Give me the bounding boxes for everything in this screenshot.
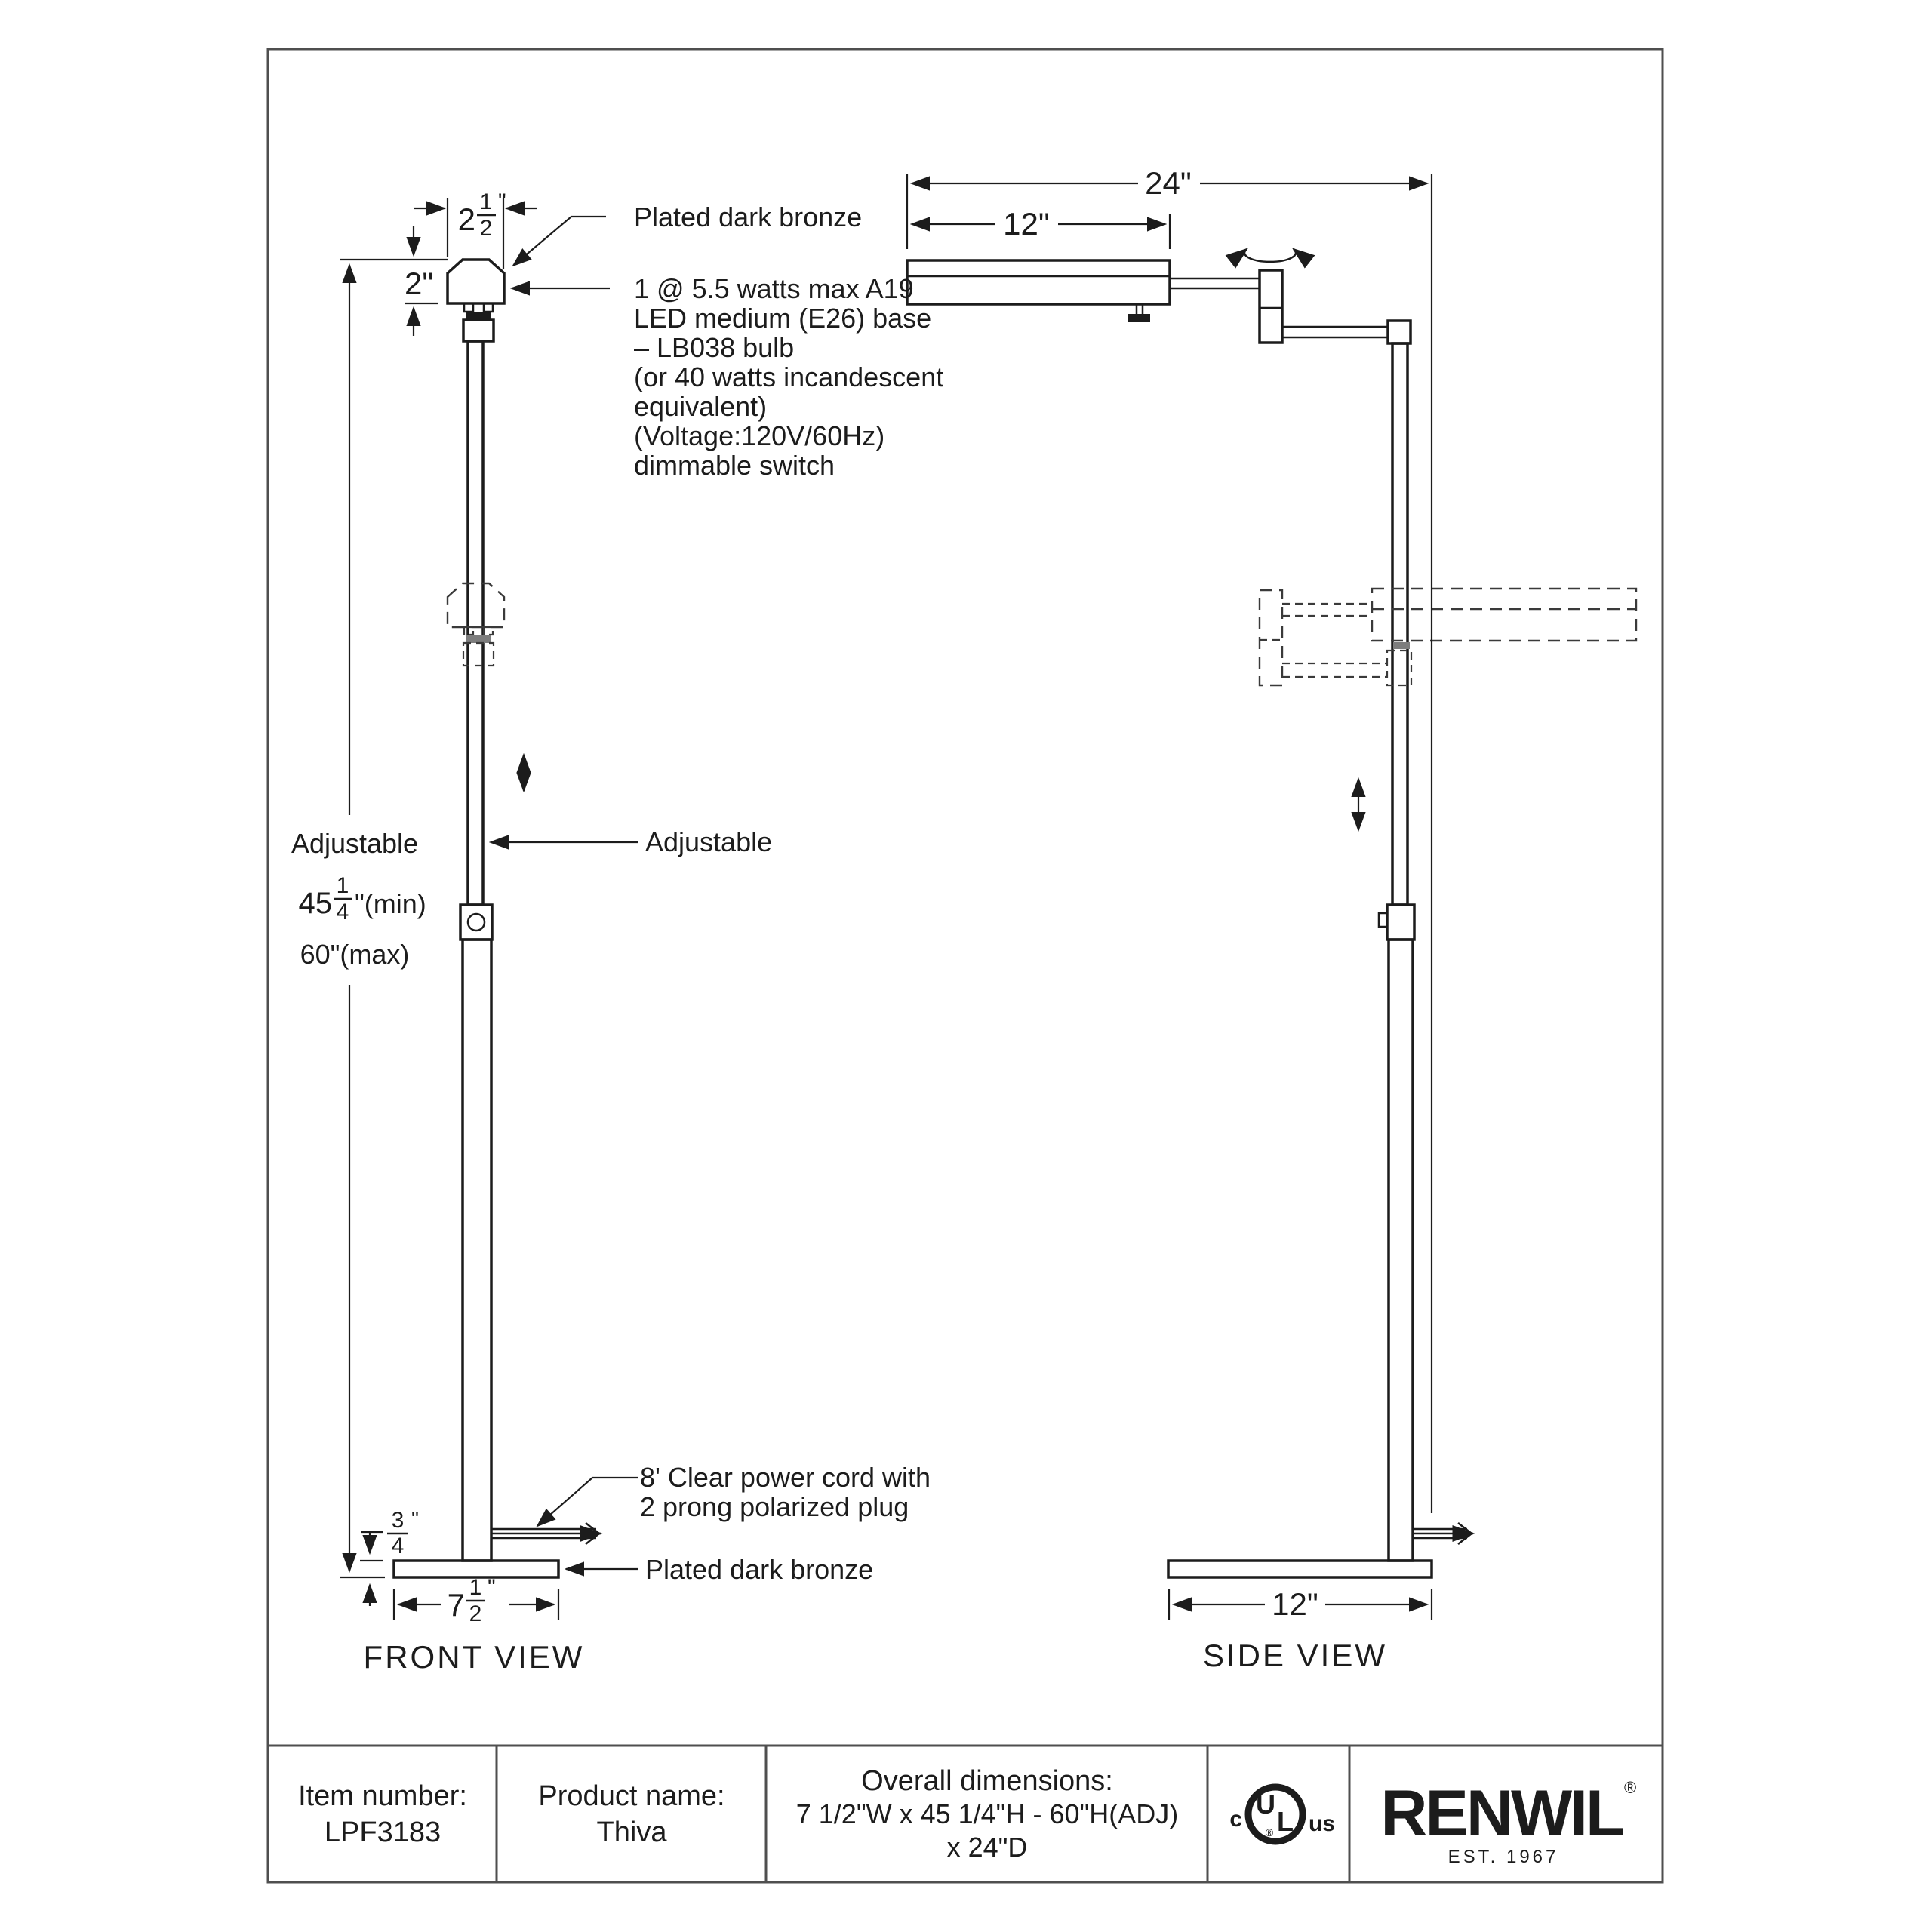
front-view-caption: FRONT VIEW [363,1639,585,1675]
front-socket-collar [463,320,494,341]
overall-dimensions-value-2: x 24"D [946,1832,1028,1863]
side-adjust-collar [1387,905,1414,940]
dim-head-width-den: 2 [479,216,493,241]
front-dashed-head-position [448,583,504,666]
bulb-spec-line: (Voltage:120V/60Hz) [634,420,885,451]
dim-base-thick-unit: " [411,1507,419,1531]
front-annotation-bulb-spec [512,273,943,481]
label-plated-top: Plated dark bronze [634,202,863,232]
product-name-value: Thiva [596,1817,667,1848]
side-dim-depth-24 [907,165,1432,1513]
ul-letter-c: c [1229,1807,1242,1832]
ul-letters-us: us [1309,1811,1336,1836]
side-cord [1413,1523,1473,1544]
side-view [907,165,1636,1673]
item-number-label: Item number: [298,1780,467,1812]
side-view-caption: SIDE VIEW [1202,1638,1388,1673]
overall-dimensions-label: Overall dimensions: [861,1765,1113,1797]
ul-letter-u: U [1256,1789,1275,1820]
label-plated-bottom: Plated dark bronze [645,1554,874,1585]
front-thumbscrew [468,914,485,931]
label-cord-line1: 8' Clear power cord with [640,1462,931,1493]
front-annotation-plated-bottom [566,1554,873,1585]
side-head-knob [1128,314,1150,322]
dim-base-width-whole: 7 [447,1587,465,1623]
dim-head-width-whole: 2 [457,202,475,237]
front-dim-head-width [414,189,537,269]
dim-base-thick-num: 3 [391,1508,405,1533]
front-lower-pole [463,940,491,1561]
ul-registered-mark: ® [1265,1826,1274,1838]
dim-head-length-12: 12" [1003,206,1050,242]
front-adjust-collar [460,905,492,940]
side-swing-arm [1170,249,1411,343]
product-name-label: Product name: [538,1780,725,1812]
dim-max-height: 60"(max) [300,939,410,970]
side-base [1168,1561,1432,1577]
front-lamp-head [448,260,504,303]
side-lamp-head [907,260,1170,304]
side-swing-pivot [1260,270,1282,343]
dim-min-suffix: "(min) [355,888,426,919]
bulb-spec-line: equivalent) [634,391,768,422]
front-dim-base-width [394,1575,558,1626]
bulb-spec-line: LED medium (E26) base [634,303,932,334]
overall-dimensions-value-1: 7 1/2"W x 45 1/4"H - 60"H(ADJ) [795,1798,1179,1829]
front-annotation-cord [492,1462,931,1544]
dim-head-height: 2" [405,266,434,301]
dim-min-prefix: 45 [298,887,332,920]
dim-base-depth-12: 12" [1272,1586,1318,1622]
title-block [298,1765,1636,1867]
label-adjustable-title: Adjustable [291,828,419,859]
ul-letter-l: L [1277,1806,1294,1837]
side-dim-base-12 [1169,1586,1432,1622]
bulb-spec-line: dimmable switch [634,450,835,481]
dim-head-width-num: 1 [479,189,493,214]
front-dim-overall-height [299,265,426,1577]
dim-depth-24: 24" [1145,165,1192,201]
front-dim-base-thickness [360,1507,419,1606]
brand-name: RENWIL [1380,1777,1623,1850]
dim-base-width-num: 1 [469,1575,482,1600]
item-number-value: LPF3183 [324,1817,441,1848]
label-adjustable-pointer: Adjustable [645,826,773,857]
front-dim-head-height [340,226,448,336]
front-view [291,189,943,1675]
bulb-spec-line: – LB038 bulb [634,332,795,363]
dim-min-num: 1 [336,873,349,898]
dim-base-width-den: 2 [469,1601,482,1626]
side-rotation-arrow [1244,249,1296,262]
side-upper-pole [1392,343,1407,905]
brand-registered-mark: ® [1624,1778,1637,1797]
bulb-spec-line: 1 @ 5.5 watts max A19 [634,273,914,304]
brand-established-text: EST. 1967 [1447,1847,1559,1867]
bulb-spec-line: (or 40 watts incandescent [634,361,944,392]
front-annotation-adjustable [491,826,772,857]
dim-base-thick-den: 4 [391,1534,405,1558]
side-dim-head-12 [912,206,1170,249]
label-cord-line2: 2 prong polarized plug [640,1491,909,1522]
side-dashed-head-position [1260,589,1636,685]
dim-base-width-unit: " [488,1575,496,1600]
side-arm-joint [1388,321,1411,343]
brand-logo [1380,1777,1636,1867]
ul-certification-icon [1229,1787,1335,1841]
dim-min-den: 4 [336,900,349,924]
side-lower-pole [1389,940,1413,1561]
front-annotation-plated-top [513,202,862,266]
front-upper-pole [468,341,483,905]
dim-head-width-unit: " [498,189,506,214]
